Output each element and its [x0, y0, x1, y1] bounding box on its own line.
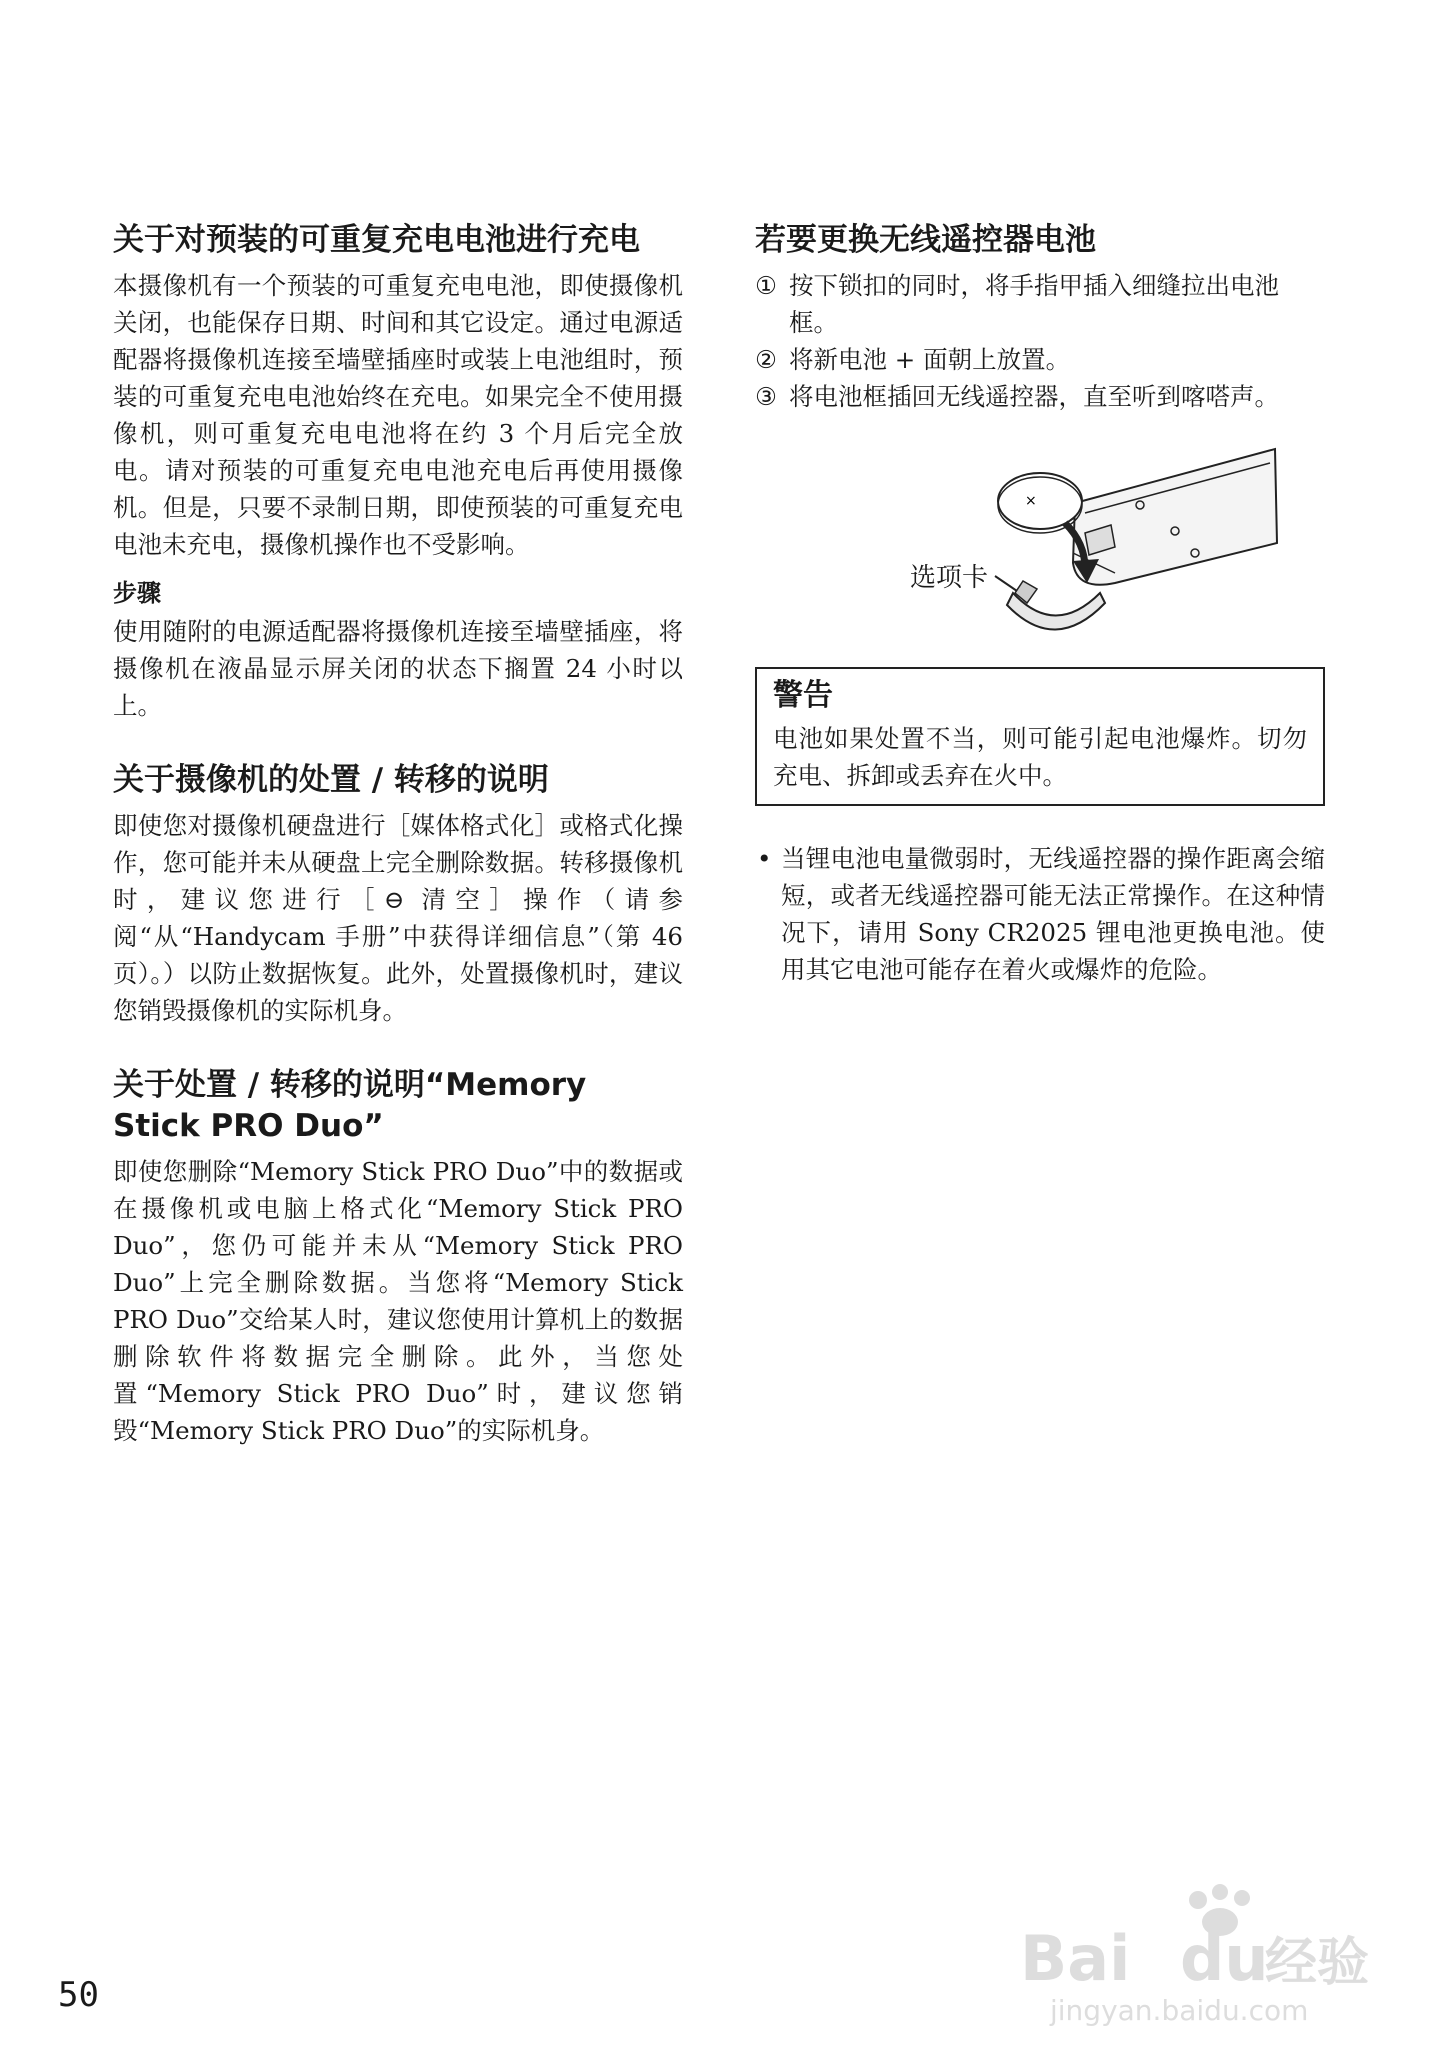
step-item — [755, 267, 1325, 341]
steps-heading: 步骤 — [113, 579, 161, 607]
section-camera-disposal — [113, 760, 683, 1029]
section-memory-stick-disposal — [113, 1065, 683, 1449]
step-text: 将新电池 + 面朝上放置。 — [789, 345, 1071, 374]
section-body: 即使您对摄像机硬盘进行［媒体格式化］或格式化操作，您可能并未从硬盘上完全删除数据。转移摄像机时，建议您进行［⊖ 清空］操作（请参阅“从“Handycam 手册”中获得详细信息”（第 46 页）。）以防止数据恢复。此外，处置摄像机时，建议您销毁摄像机的实际机身。 — [113, 811, 683, 1025]
section-heading: 关于处置 / 转移的说明“Memory Stick PRO Duo” — [113, 1067, 587, 1144]
baidu-watermark-logo — [1020, 1880, 1380, 2030]
section-prebattery — [113, 220, 683, 724]
svg-text:经验: 经验 — [1265, 1933, 1370, 1993]
svg-text:Bai: Bai — [1020, 1922, 1131, 1995]
right-column — [755, 220, 1325, 988]
step-text: 按下锁扣的同时，将手指甲插入细缝拉出电池框。 — [789, 271, 1279, 337]
svg-text:jingyan.baidu.com: jingyan.baidu.com — [1050, 1994, 1309, 2027]
warning-box — [755, 667, 1325, 806]
remote-battery-figure — [755, 443, 1325, 643]
note-bullet — [755, 840, 1325, 988]
page-number: 50 — [58, 1975, 99, 2015]
note-text: 当锂电池电量微弱时，无线遥控器的操作距离会缩短，或者无线遥控器可能无法正常操作。在这种情况下，请用 Sony CR2025 锂电池更换电池。使用其它电池可能存在着火或爆炸的危险。 — [781, 844, 1325, 984]
step-item — [755, 378, 1325, 415]
warning-title: 警告 — [773, 678, 833, 713]
warning-body: 电池如果处置不当，则可能引起电池爆炸。切勿充电、拆卸或丢弃在火中。 — [773, 724, 1307, 790]
svg-text:×: × — [1025, 493, 1037, 509]
bullet-icon: • — [757, 844, 772, 873]
section-heading: 若要更换无线遥控器电池 — [755, 222, 1096, 258]
section-heading: 关于对预装的可重复充电电池进行充电 — [113, 222, 640, 258]
step-text: 将电池框插回无线遥控器，直至听到喀嗒声。 — [789, 382, 1279, 411]
left-column — [113, 220, 683, 1485]
step-list — [755, 267, 1325, 415]
step-number: ③ — [755, 382, 777, 411]
remote-control-illustration — [755, 443, 1325, 643]
steps-body: 使用随附的电源适配器将摄像机连接至墙壁插座，将摄像机在液晶显示屏关闭的状态下搁置 24 小时以上。 — [113, 617, 683, 720]
section-body: 即使您删除“Memory Stick PRO Duo”中的数据或在摄像机或电脑上格式化“Memory Stick PRO Duo”，您仍可能并未从“Memory Stick PRO Duo”上完全删除数据。当您将“Memory Stick PRO Duo”交给某人时，建议您使用计算机上的数据删除软件将数据完全删除。此外，当您处置“Memory Stick PRO Duo”时，建议您销毁“Memory Stick PRO Duo”的实际机身。 — [113, 1157, 683, 1445]
section-body: 本摄像机有一个预装的可重复充电电池，即使摄像机关闭，也能保存日期、时间和其它设定。通过电源适配器将摄像机连接至墙壁插座时或装上电池组时，预装的可重复充电电池始终在充电。如果完全不使用摄像机，则可重复充电电池将在约 3 个月后完全放电。请对预装的可重复充电电池充电后再使用摄像机。但是，只要不录制日期，即使预装的可重复充电电池未充电，摄像机操作也不受影响。 — [113, 271, 683, 559]
step-number: ② — [755, 345, 777, 374]
step-number: ① — [755, 271, 777, 300]
figure-label-tab: 选项卡 — [910, 563, 989, 593]
step-item — [755, 341, 1325, 378]
section-heading: 关于摄像机的处置 / 转移的说明 — [113, 762, 549, 798]
svg-text:du: du — [1180, 1922, 1269, 1995]
